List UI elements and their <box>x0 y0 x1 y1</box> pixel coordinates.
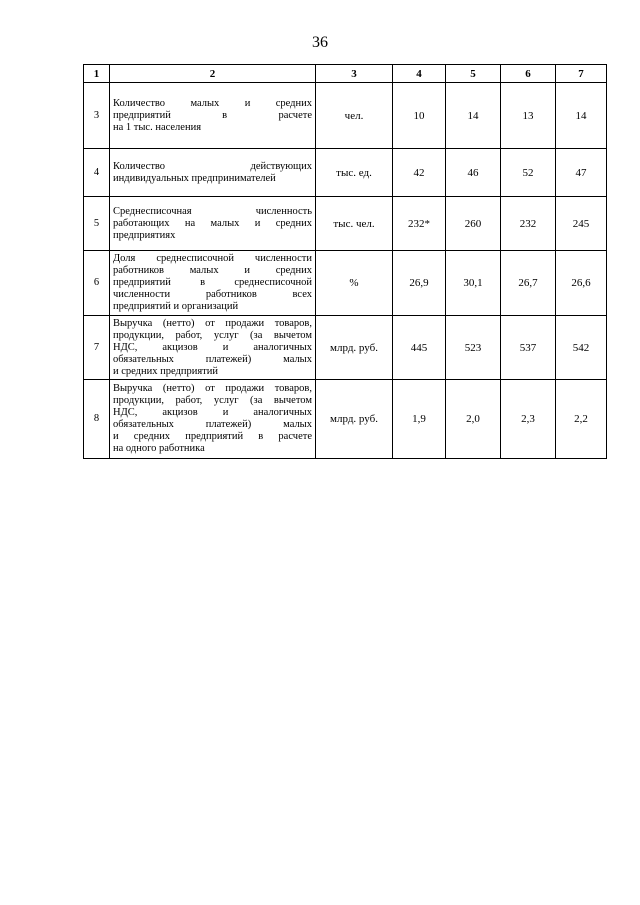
description-line: продукции, работ, услуг (за вычетом <box>113 395 312 406</box>
value-cell: 2,3 <box>501 380 556 459</box>
description-line: и средних предприятий <box>113 365 219 377</box>
table-body <box>84 83 607 459</box>
value-cell: 14 <box>446 83 501 149</box>
value-cell: 232* <box>393 197 446 251</box>
description-line: НДС, акцизов и аналогичных <box>113 407 312 418</box>
indicator-description <box>110 197 316 251</box>
value-cell: 232 <box>501 197 556 251</box>
header-cell-6: 6 <box>501 65 556 83</box>
header-cell-3: 3 <box>316 65 393 83</box>
value-cell: 26,7 <box>501 251 556 316</box>
value-cell: 26,6 <box>556 251 607 316</box>
value-cell: 26,9 <box>393 251 446 316</box>
description-line: предприятий в расчете <box>113 109 312 121</box>
description-line: Количество малых и средних <box>113 97 312 109</box>
description-line: индивидуальных предпринимателей <box>113 172 276 184</box>
table-row <box>84 251 607 316</box>
header-cell-5: 5 <box>446 65 501 83</box>
row-number: 5 <box>84 197 110 251</box>
table-row <box>84 83 607 149</box>
value-cell: 46 <box>446 149 501 197</box>
header-cell-1: 1 <box>84 65 110 83</box>
unit-cell: тыс. чел. <box>316 197 393 251</box>
page-number: 36 <box>312 34 328 51</box>
header-cell-4: 4 <box>393 65 446 83</box>
indicator-description <box>110 251 316 316</box>
table-row <box>84 197 607 251</box>
value-cell: 537 <box>501 316 556 380</box>
unit-cell: млрд. руб. <box>316 380 393 459</box>
value-cell: 47 <box>556 149 607 197</box>
row-number: 8 <box>84 380 110 459</box>
value-cell: 10 <box>393 83 446 149</box>
value-cell: 542 <box>556 316 607 380</box>
row-number: 7 <box>84 316 110 380</box>
description-line: на одного работника <box>113 443 205 454</box>
data-table <box>83 64 607 459</box>
value-cell: 1,9 <box>393 380 446 459</box>
description-line: предприятиях <box>113 229 176 241</box>
description-line: на 1 тыс. населения <box>113 121 202 133</box>
value-cell: 14 <box>556 83 607 149</box>
row-number: 3 <box>84 83 110 149</box>
description-line: Выручка (нетто) от продажи товаров, <box>113 383 312 394</box>
indicator-description <box>110 380 316 459</box>
unit-cell: тыс. ед. <box>316 149 393 197</box>
table-row <box>84 316 607 380</box>
description-line: предприятий в среднесписочной <box>113 277 312 288</box>
indicator-description <box>110 149 316 197</box>
value-cell: 523 <box>446 316 501 380</box>
value-cell: 2,0 <box>446 380 501 459</box>
value-cell: 13 <box>501 83 556 149</box>
description-line: работающих на малых и средних <box>113 217 312 229</box>
header-cell-7: 7 <box>556 65 607 83</box>
value-cell: 445 <box>393 316 446 380</box>
unit-cell: млрд. руб. <box>316 316 393 380</box>
value-cell: 2,2 <box>556 380 607 459</box>
description-line: Среднесписочная численность <box>113 205 312 217</box>
description-line: и средних предприятий в расчете <box>113 431 312 442</box>
description-line: Доля среднесписочной численности <box>113 253 312 264</box>
description-line: обязательных платежей) малых <box>113 419 312 430</box>
unit-cell: % <box>316 251 393 316</box>
row-number: 4 <box>84 149 110 197</box>
description-line: Выручка (нетто) от продажи товаров, <box>113 317 312 329</box>
description-line: предприятий и организаций <box>113 301 239 312</box>
value-cell: 260 <box>446 197 501 251</box>
description-line: продукции, работ, услуг (за вычетом <box>113 329 312 341</box>
value-cell: 42 <box>393 149 446 197</box>
description-line: обязательных платежей) малых <box>113 353 312 365</box>
row-number: 6 <box>84 251 110 316</box>
description-line: НДС, акцизов и аналогичных <box>113 341 312 353</box>
description-line: численности работников всех <box>113 289 312 300</box>
table-row <box>84 380 607 459</box>
indicator-description <box>110 316 316 380</box>
value-cell: 30,1 <box>446 251 501 316</box>
header-cell-2: 2 <box>110 65 316 83</box>
indicator-description <box>110 83 316 149</box>
description-line: работников малых и средних <box>113 265 312 276</box>
description-line: Количество действующих <box>113 160 312 172</box>
header-row <box>84 65 607 83</box>
value-cell: 52 <box>501 149 556 197</box>
unit-cell: чел. <box>316 83 393 149</box>
value-cell: 245 <box>556 197 607 251</box>
table-row <box>84 149 607 197</box>
